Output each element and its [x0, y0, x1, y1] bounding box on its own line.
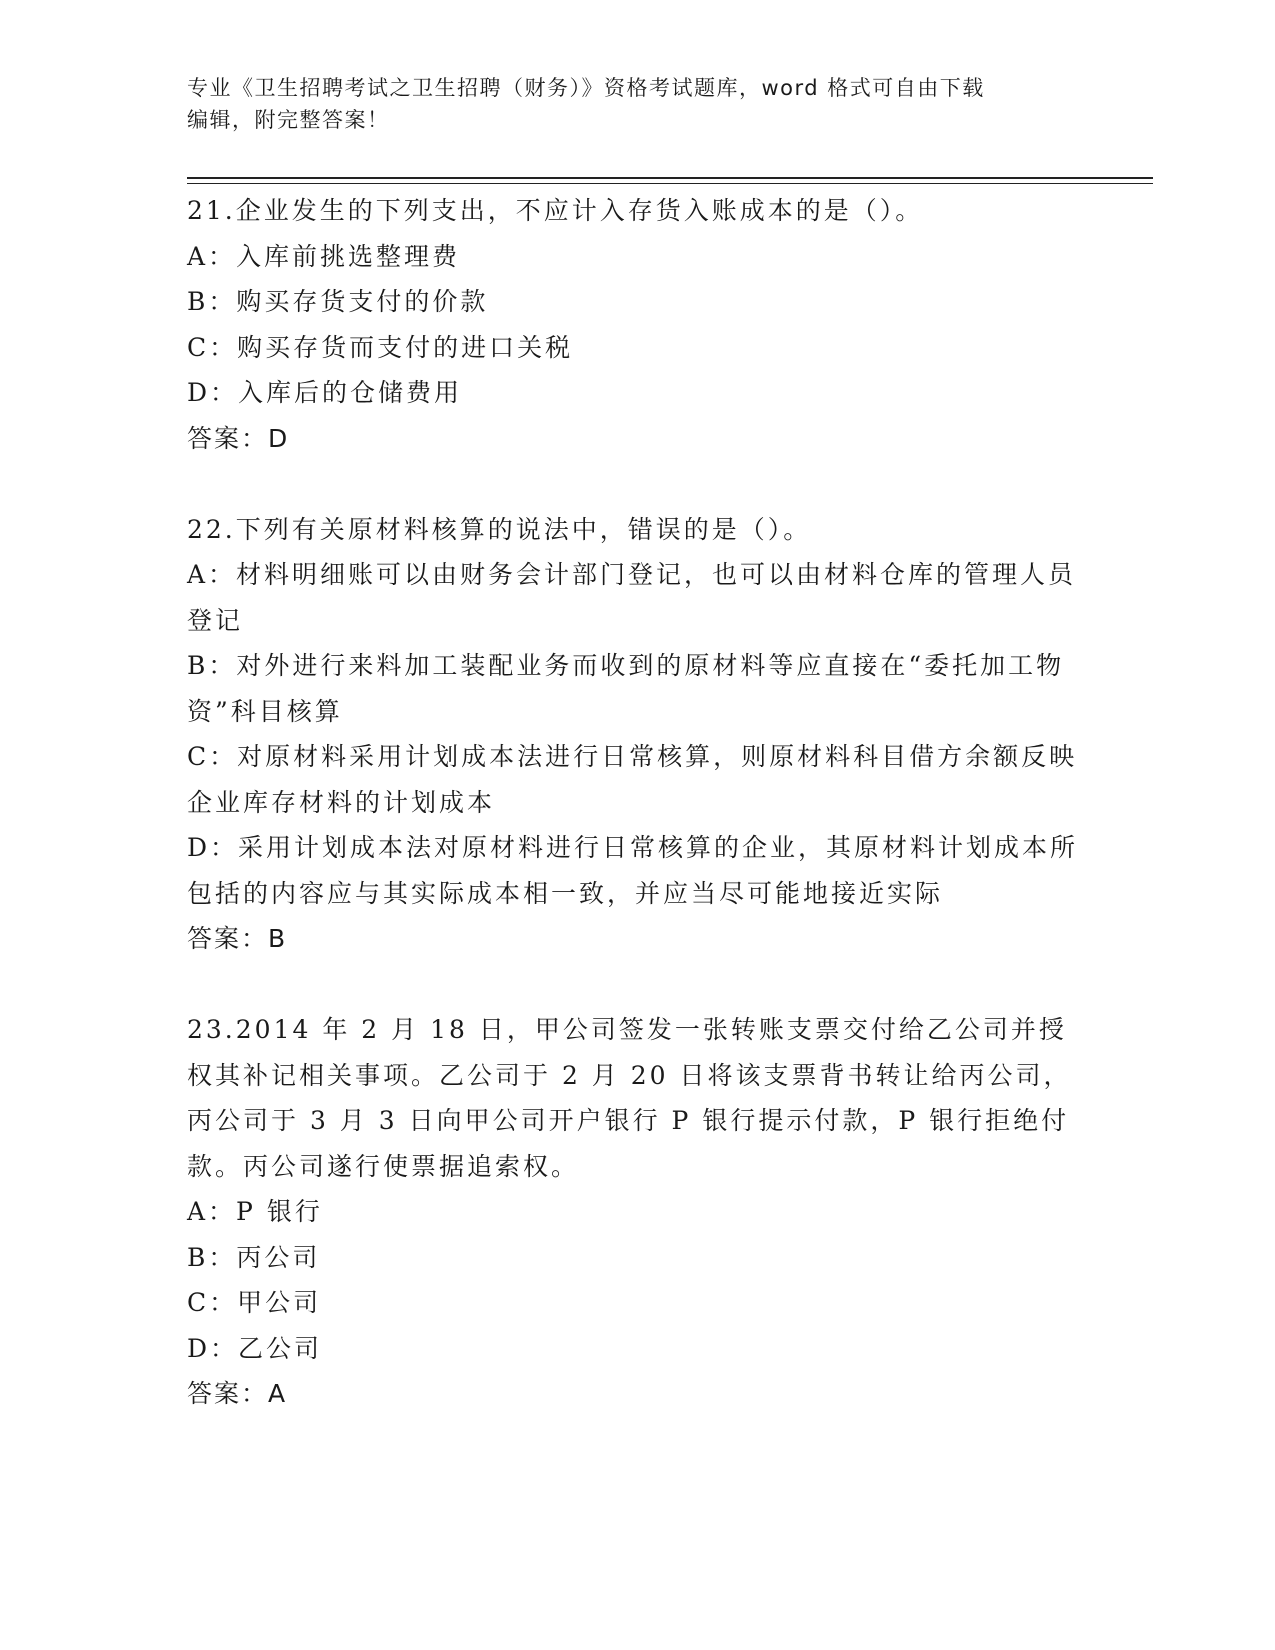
option-d: D：入库后的仓储费用 [187, 378, 463, 407]
header-divider-thin [187, 183, 1153, 184]
answer: 答案：B [187, 924, 288, 953]
option-b: B：对外进行来料加工装配业务而收到的原材料等应直接在“委托加工物资”科目核算 [187, 651, 1065, 726]
question-22 [187, 507, 1082, 962]
option-a: A：P 银行 [187, 1197, 323, 1226]
spacer [187, 962, 1082, 1008]
option-d: D：乙公司 [187, 1333, 323, 1363]
option-b: B：丙公司 [187, 1242, 321, 1272]
answer: 答案：D [187, 423, 290, 453]
option-d: D：采用计划成本法对原材料进行日常核算的企业，其原材料计划成本所包括的内容应与其实际成本相一致，并应当尽可能地接近实际 [187, 833, 1079, 908]
answer: 答案：A [187, 1379, 288, 1408]
question-stem: 23.2014 年 2 月 18 日，甲公司签发一张转账支票交付给乙公司并授权其补记相关事项。乙公司于 2 月 20 日将该支票背书转让给丙公司，丙公司于 3 月 3 日向甲公司开户银行 P 银行提示付款，P 银行拒绝付款。丙公司遂行使票据追索权。 [187, 1015, 1072, 1181]
header-line-2: 编辑，附完整答案！ [187, 108, 390, 132]
spacer [187, 461, 1082, 507]
question-23 [187, 1007, 1082, 1417]
question-stem: 22.下列有关原材料核算的说法中，错误的是（）。 [187, 514, 812, 544]
option-a: A：材料明细账可以由财务会计部门登记，也可以由材料仓库的管理人员登记 [187, 560, 1077, 635]
option-c: C：甲公司 [187, 1288, 322, 1317]
document-header [187, 72, 1067, 136]
question-list [187, 188, 1082, 1417]
option-a: A：入库前挑选整理费 [187, 241, 461, 271]
option-c: C：对原材料采用计划成本法进行日常核算，则原材料科目借方余额反映企业库存材料的计划成本 [187, 742, 1078, 817]
question-21 [187, 188, 1082, 461]
question-stem: 21.企业发生的下列支出，不应计入存货入账成本的是（）。 [187, 196, 924, 225]
option-b: B：购买存货支付的价款 [187, 287, 489, 316]
header-divider-thick [187, 177, 1153, 179]
option-c: C：购买存货而支付的进口关税 [187, 332, 574, 362]
header-line-1: 专业《卫生招聘考试之卫生招聘（财务）》资格考试题库，word 格式可自由下载 [187, 76, 985, 100]
